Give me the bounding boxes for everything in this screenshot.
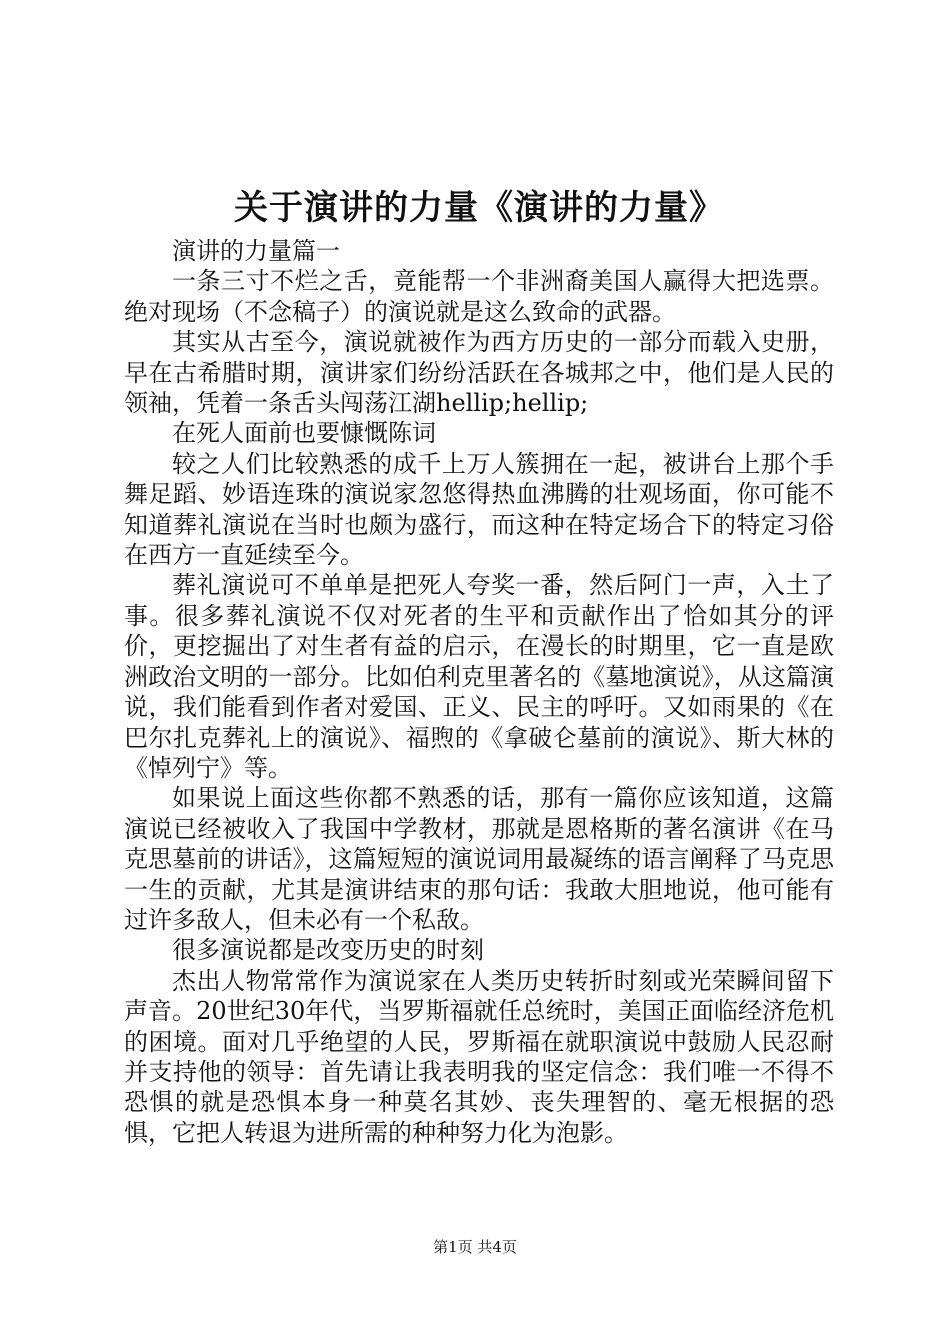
document-page (124, 180, 834, 1148)
page-number-footer: 第1页 共4页 (433, 1238, 517, 1256)
section-heading-history: 很多演说都是改变历史的时刻 (172, 936, 484, 965)
document-body (124, 236, 834, 1148)
paragraph-6: 如果说上面这些你都不熟悉的话，那有一篇你应该知道，这篇演说已经被收入了我国中学教材，那就是恩格斯的著名演讲《在马克思墓前的讲话》，这篇短短的演说词用最凝练的语言阐释了马克思一生的贡献，尤其是演讲结束的那句话：我敢大胆地说，他可能有过许多敌人，但未必有一个私敌。 (124, 784, 834, 934)
paragraph-4: 较之人们比较熟悉的成千上万人簇拥在一起，被讲台上那个手舞足蹈、妙语连珠的演说家忽悠得热血沸腾的壮观场面，你可能不知道葬礼演说在当时也颇为盛行，而这种在特定场合下的特定习俗在西方一直延续至今。 (124, 449, 834, 570)
paragraph-2: 一条三寸不烂之舌，竟能帮一个非洲裔美国人赢得大把选票。绝对现场（不念稿子）的演说就是这么致命的武器。 (124, 267, 834, 326)
document-title: 关于演讲的力量《演讲的力量》 (234, 188, 724, 228)
paragraph-7: 杰出人物常常作为演说家在人类历史转折时刻或光荣瞬间留下声音。20世纪30年代，当罗斯福就任总统时，美国正面临经济危机的困境。面对几乎绝望的人民，罗斯福在就职演说中鼓励人民忍耐并支持他的领导：首先请让我表明我的坚定信念：我们唯一不得不恐惧的就是恐惧本身一种莫名其妙、丧失理智的、毫无根据的恐惧，它把人转退为进所需的种种努力化为泡影。 (124, 966, 834, 1147)
paragraph-5: 葬礼演说可不单单是把死人夸奖一番，然后阿门一声，入土了事。很多葬礼演说不仅对死者的生平和贡献作出了恰如其分的评价，更挖掘出了对生者有益的启示，在漫长的时期里，它一直是欧洲政治文明的一部分。比如伯利克里著名的《墓地演说》，从这篇演说，我们能看到作者对爱国、正义、民主的呼吁。又如雨果的《在巴尔扎克葬礼上的演说》、福煦的《拿破仑墓前的演说》、斯大林的《悼列宁》等。 (124, 571, 834, 782)
paragraph-3: 其实从古至今，演说就被作为西方历史的一部分而载入史册，早在古希腊时期，演讲家们纷纷活跃在各城邦之中，他们是人民的领袖，凭着一条舌头闯荡江湖hellip;hellip; (124, 328, 834, 418)
section-heading-funeral: 在死人面前也要慷慨陈词 (172, 419, 436, 448)
paragraph-1: 演讲的力量篇一 (172, 237, 340, 265)
